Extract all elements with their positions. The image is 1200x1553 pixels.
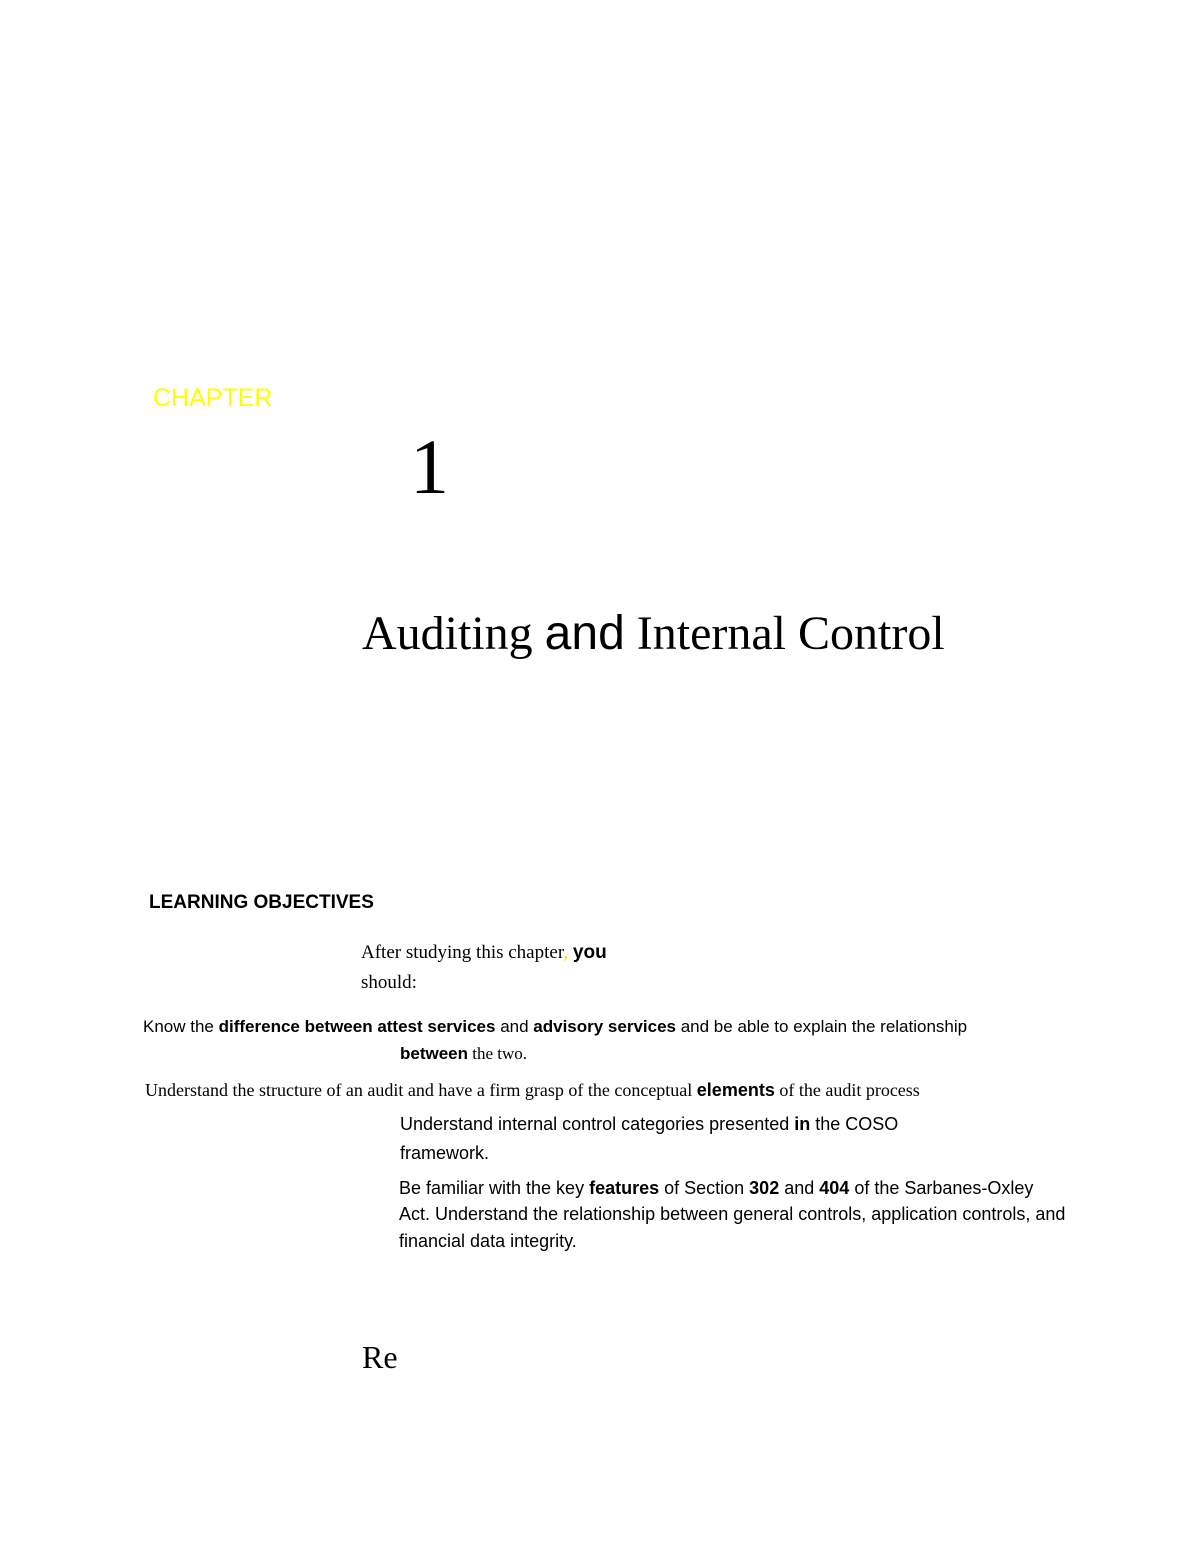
objective-1 <box>143 1017 967 1037</box>
objective-text: and be able to explain the relationship <box>676 1017 968 1036</box>
chapter-title <box>362 608 945 661</box>
intro-text: After studying this chapter <box>361 942 564 963</box>
objective-2 <box>145 1080 920 1101</box>
objective-text: of the Sarbanes-Oxley <box>849 1178 1034 1198</box>
objective-3 <box>400 1114 898 1135</box>
objective-4-continued: financial data integrity. <box>399 1231 577 1251</box>
objective-4-continued: Act. Understand the relationship between general controls, application controls, and <box>399 1204 1066 1224</box>
intro-you: you <box>572 942 607 963</box>
objective-4 <box>399 1178 1033 1199</box>
objective-text: Understand the structure of an audit and have a firm grasp of the conceptual <box>145 1080 697 1100</box>
intro-comma: , <box>563 942 569 963</box>
objective-text: Understand internal control categories presented <box>400 1114 795 1134</box>
objective-emphasis: 302 <box>749 1178 780 1198</box>
chapter-title-part: and <box>544 607 625 660</box>
objective-1-continued <box>400 1044 527 1064</box>
chapter-label: CHAPTER <box>153 384 273 412</box>
trailing-text: Re <box>362 1339 398 1375</box>
objective-text: Know the <box>143 1017 219 1036</box>
objective-emphasis: 404 <box>819 1178 850 1198</box>
objectives-intro-line: should: <box>361 972 417 993</box>
objective-text: and <box>495 1017 534 1036</box>
objective-text: of Section <box>659 1178 750 1198</box>
objective-3-continued: framework. <box>400 1143 490 1163</box>
objective-emphasis: difference between attest services <box>218 1017 496 1036</box>
objective-text: of the audit process <box>774 1080 920 1100</box>
objective-text: the COSO <box>810 1114 899 1134</box>
objective-text: and <box>779 1178 820 1198</box>
chapter-title-part: Auditing <box>362 607 545 660</box>
objectives-intro-line <box>361 942 607 964</box>
chapter-title-part: Internal Control <box>624 607 945 660</box>
objective-text: Be familiar with the key <box>399 1178 590 1198</box>
learning-objectives-heading: LEARNING OBJECTIVES <box>149 892 374 913</box>
objective-emphasis: elements <box>696 1080 775 1100</box>
objective-emphasis: advisory services <box>533 1017 676 1036</box>
objective-emphasis: between <box>400 1044 469 1063</box>
objective-text: the two. <box>468 1044 528 1063</box>
objective-emphasis: features <box>589 1178 660 1198</box>
chapter-number: 1 <box>410 423 449 510</box>
objective-emphasis: in <box>794 1114 811 1134</box>
